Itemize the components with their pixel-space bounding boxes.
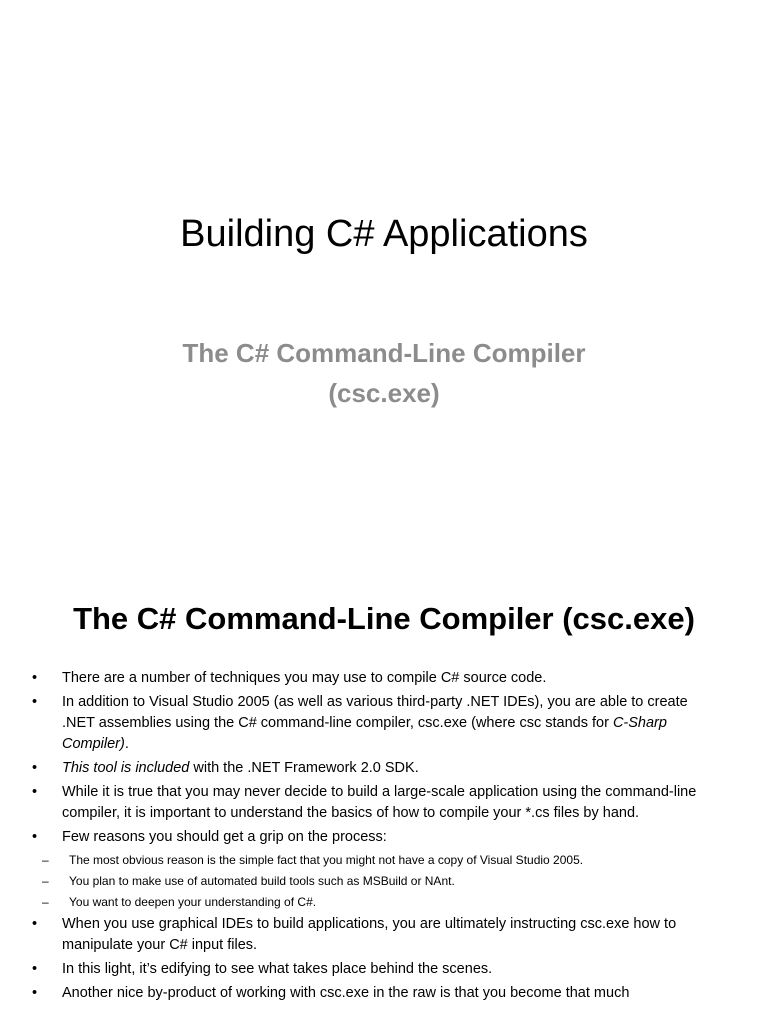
- bullet-item: [32, 668, 722, 689]
- bullet-item: [32, 692, 722, 755]
- bullet-text: with the .NET Framework 2.0 SDK.: [189, 760, 419, 776]
- sub-bullet-item: – You want to deepen your understanding of C#.: [32, 893, 722, 911]
- bullet-text: There are a number of techniques you may use to compile C# source code.: [62, 670, 547, 686]
- slide-title: Building C# Applications: [180, 213, 588, 255]
- bullet-emphasis: C-Sharp Compiler): [62, 715, 667, 752]
- sub-bullet-list: [32, 851, 722, 911]
- bullet-text: Another nice by-product of working with csc.exe in the raw is that you become that much: [62, 985, 630, 1001]
- bullet-text: .: [124, 736, 129, 752]
- bullet-text: In this light, it’s edifying to see what takes place behind the scenes.: [62, 961, 493, 977]
- content-slide: [0, 560, 768, 1024]
- bullet-emphasis: This tool is included: [62, 760, 190, 776]
- subtitle-line-2: (csc.exe): [328, 378, 440, 408]
- bullet-text: While it is true that you may never decide to build a large-scale application using the command-line compiler, it is important to understand the basics of how to compile your *.cs files by hand.: [62, 784, 697, 821]
- subtitle-line-1: The C# Command-Line Compiler: [182, 338, 586, 368]
- bullet-item: [32, 959, 722, 980]
- bullet-item: [32, 782, 722, 824]
- sub-bullet-item: – The most obvious reason is the simple fact that you might not have a copy of Visual Studio 2005.: [32, 851, 722, 869]
- bullet-text: Few reasons you should get a grip on the process:: [62, 829, 387, 845]
- slide-subtitle: [0, 333, 768, 413]
- sub-bullet-item: – You plan to make use of automated build tools such as MSBuild or NAnt.: [32, 872, 722, 890]
- bullet-list: [32, 668, 722, 1007]
- content-slide-title: The C# Command-Line Compiler (csc.exe): [73, 601, 695, 636]
- bullet-text: When you use graphical IDEs to build applications, you are ultimately instructing csc.exe how to manipulate your C# input files.: [62, 916, 677, 953]
- bullet-item: [32, 983, 722, 1004]
- bullet-item: [32, 914, 722, 956]
- bullet-text: In addition to Visual Studio 2005 (as well as various third-party .NET IDEs), you are able to create .NET assemblies using the C# command-line compiler, csc.exe (where csc stands for: [62, 694, 688, 731]
- bullet-item: [32, 758, 722, 779]
- bullet-item: [32, 827, 722, 911]
